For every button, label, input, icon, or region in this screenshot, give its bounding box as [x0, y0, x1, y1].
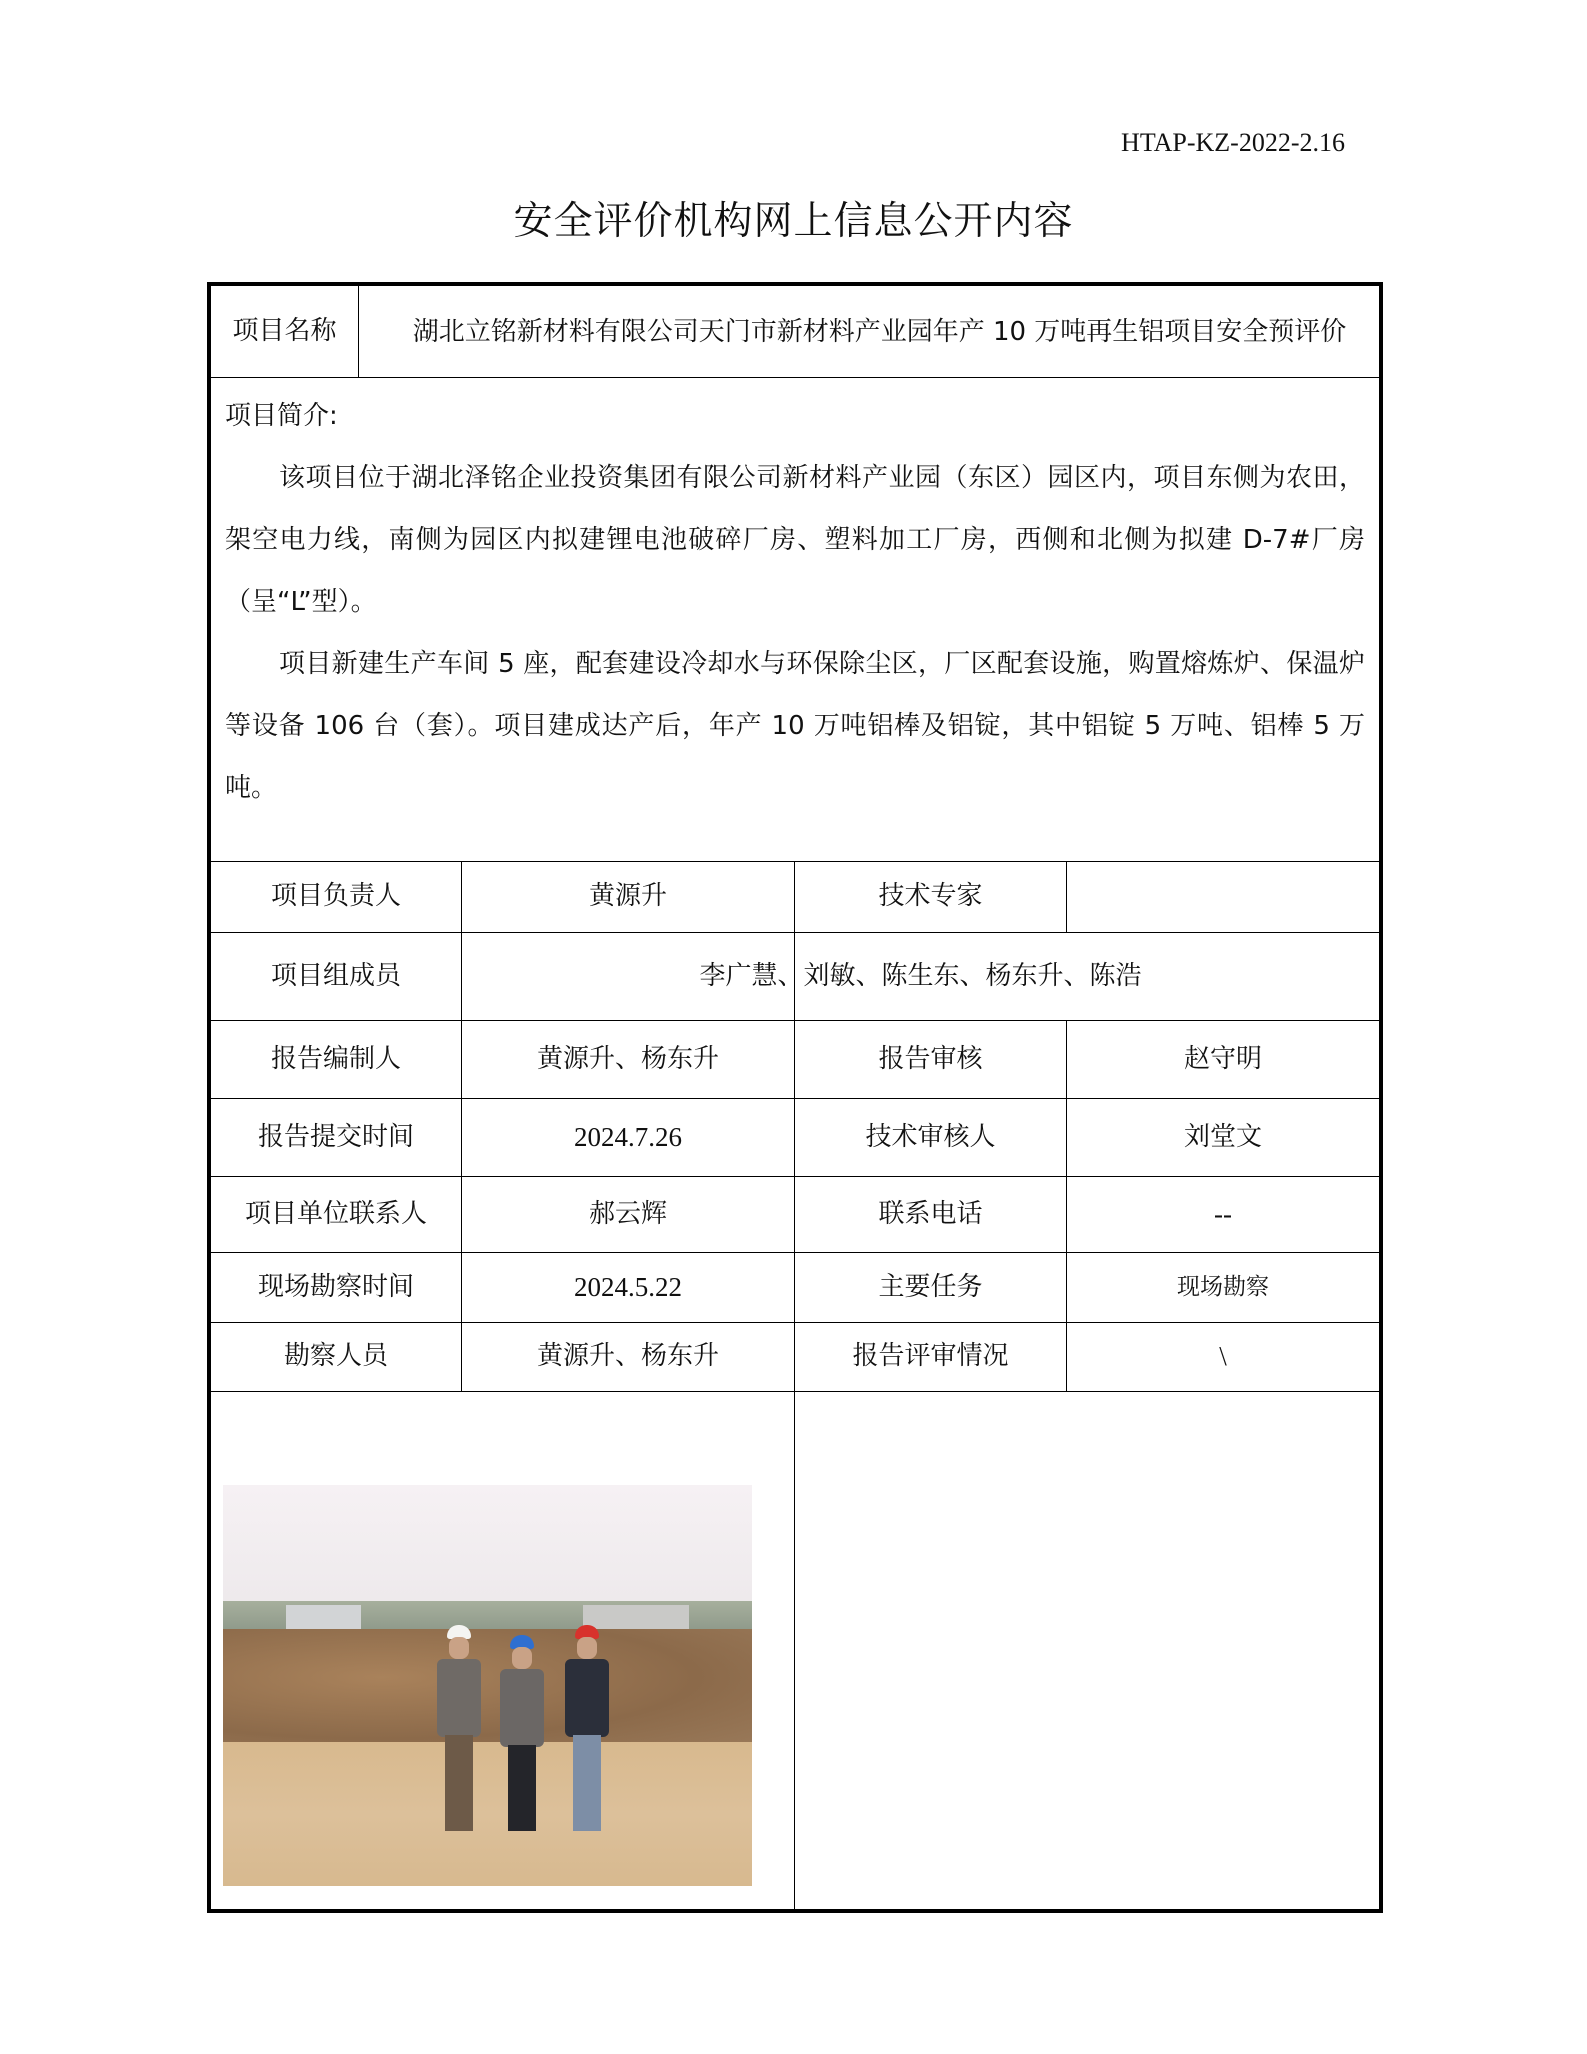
project-intro — [225, 385, 1365, 819]
site-survey-photo — [223, 1485, 752, 1886]
divider — [461, 861, 462, 1391]
label-surveyors: 勘察人员 — [283, 1341, 388, 1372]
label-team-members: 项目组成员 — [270, 960, 401, 991]
value-tech-expert — [1067, 862, 1379, 932]
divider — [358, 286, 359, 377]
label-report-review: 报告审核 — [878, 1043, 983, 1074]
page-title: 安全评价机构网上信息公开内容 — [513, 199, 1074, 244]
label-phone: 联系电话 — [878, 1198, 983, 1229]
project-name-value: 湖北立铭新材料有限公司天门市新材料产业园年产 10 万吨再生铝项目安全预评价 — [412, 316, 1347, 347]
divider — [1066, 1020, 1067, 1391]
value-surveyors: 黄源升、杨东升 — [536, 1341, 719, 1372]
label-report-author: 报告编制人 — [270, 1043, 401, 1074]
value-team-members: 李广慧、刘敏、陈生东、杨东升、陈浩 — [699, 960, 1142, 991]
label-submit-date: 报告提交时间 — [257, 1121, 414, 1152]
divider — [211, 377, 1379, 378]
value-client-contact: 郝云辉 — [588, 1198, 667, 1229]
document-code: HTAP-KZ-2022-2.16 — [1121, 128, 1345, 157]
divider — [211, 1391, 1379, 1392]
label-client-contact: 项目单位联系人 — [244, 1198, 427, 1229]
intro-paragraph: 该项目位于湖北泽铭企业投资集团有限公司新材料产业园（东区）园区内，项目东侧为农田，架空电力线，南侧为园区内拟建锂电池破碎厂房、塑料加工厂房，西侧和北侧为拟建 D-7#厂房（呈“L”型）。 — [225, 463, 1365, 617]
value-review-status: \ — [1219, 1341, 1227, 1372]
value-project-leader: 黄源升 — [588, 881, 667, 912]
photo-buildings — [583, 1605, 689, 1629]
label-main-task: 主要任务 — [878, 1271, 983, 1302]
value-report-author: 黄源升、杨东升 — [536, 1043, 719, 1074]
value-survey-date: 2024.5.22 — [574, 1271, 682, 1302]
value-phone: -- — [1214, 1198, 1232, 1229]
value-main-task: 现场勘察 — [1177, 1273, 1269, 1300]
value-submit-date: 2024.7.26 — [574, 1121, 682, 1152]
label-project-leader: 项目负责人 — [270, 881, 401, 912]
divider — [1066, 861, 1067, 933]
divider — [794, 861, 795, 1909]
value-tech-reviewer: 刘堂文 — [1183, 1121, 1262, 1152]
photo-buildings — [286, 1605, 360, 1629]
label-tech-reviewer: 技术审核人 — [865, 1121, 996, 1152]
value-report-review: 赵守明 — [1183, 1043, 1262, 1074]
project-name-label: 项目名称 — [232, 315, 337, 346]
photo-ground — [223, 1742, 752, 1886]
intro-paragraph: 项目新建生产车间 5 座，配套建设冷却水与环保除尘区，厂区配套设施，购置熔炼炉、保温炉等设备 106 台（套）。项目建成达产后，年产 10 万吨铝棒及铝锭，其中铝锭 5 万吨、铝棒 5 万吨。 — [225, 649, 1365, 803]
intro-label: 项目简介: — [225, 401, 338, 431]
label-tech-expert: 技术专家 — [878, 881, 983, 912]
info-table — [207, 282, 1383, 1913]
photo-soil-pile — [223, 1629, 752, 1749]
label-review-status: 报告评审情况 — [852, 1341, 1009, 1372]
label-survey-date: 现场勘察时间 — [257, 1271, 414, 1302]
